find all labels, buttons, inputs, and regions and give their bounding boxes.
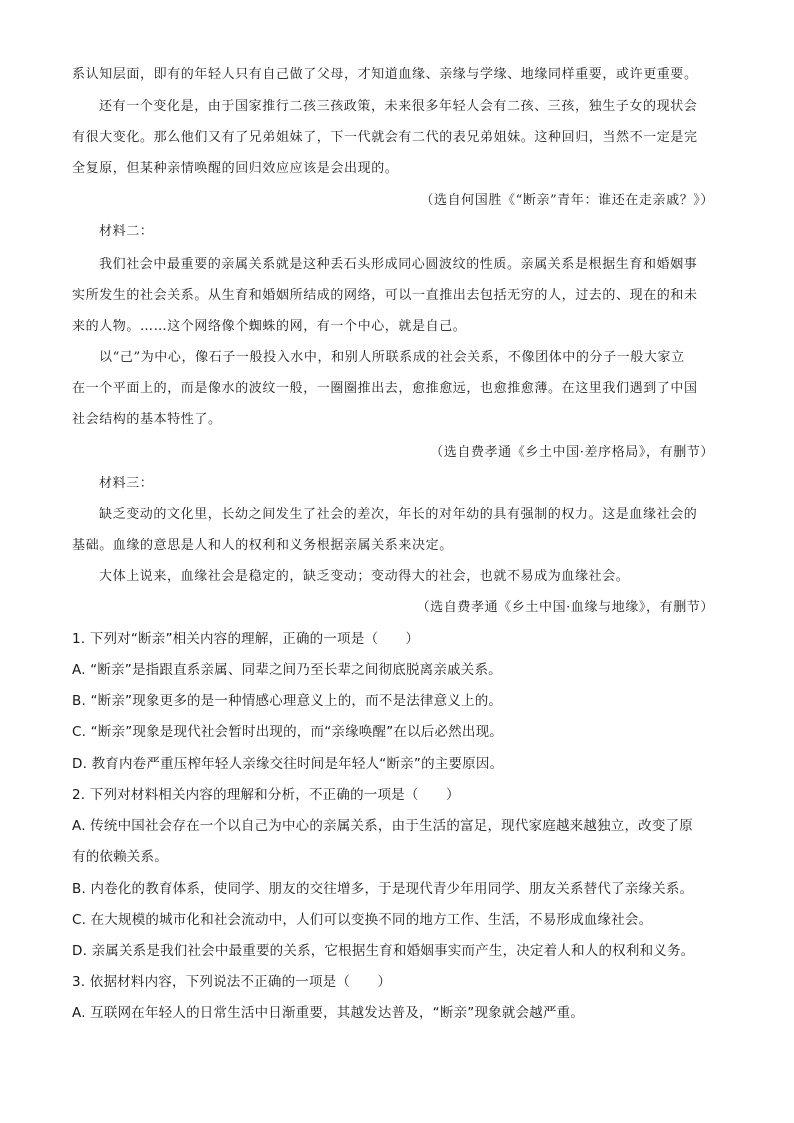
- material-label: 材料三：: [99, 476, 154, 491]
- passage-line: 在一个平面上的，而是像水的波纹一般，一圈圈推出去，愈推愈远，也愈推愈薄。在这里我们遇到了中国: [72, 381, 698, 396]
- source-citation: （选自何国胜《“断亲”青年：谁还在走亲戚？》）: [420, 193, 714, 208]
- question-option: A. “断亲”是指跟直系亲属、同辈之间乃至长辈之间彻底脱离亲戚关系。: [72, 662, 502, 678]
- question-option: B. “断亲”现象更多的是一种情感心理意义上的，而不是法律意义上的。: [72, 693, 503, 709]
- passage-line: 系认知层面，即有的年轻人只有自己做了父母，才知道血缘、亲缘与学缘、地缘同样重要，或许更重要。: [72, 67, 698, 82]
- passage-line: 社会结构的基本特性了。: [72, 412, 222, 427]
- passage-line: 缺乏变动的文化里，长幼之间发生了社会的差次，年长的对年幼的具有强制的权力。这是血缘社会的: [99, 507, 698, 522]
- passage-line: 全复原，但某种亲情唤醒的回归效应应该是会出现的。: [72, 161, 399, 176]
- question-stem: 1. 下列对“断亲”相关内容的理解，正确的一项是（ ）: [72, 631, 420, 647]
- question-option: 有的依赖关系。: [72, 849, 168, 865]
- passage-line: 有很大变化。那么他们又有了兄弟姐妹了，下一代就会有二代的表兄弟姐妹。这种回归，当然不一定是完: [72, 130, 698, 145]
- passage-line: 以“己”为中心，像石子一般投入水中，和别人所联系成的社会关系，不像团体中的分子一般大家立: [99, 350, 685, 365]
- passage-line: 我们社会中最重要的亲属关系就是这种丢石头形成同心圆波纹的性质。亲属关系是根据生育和婚姻事: [99, 257, 698, 272]
- passage-line: 实所发生的社会关系。从生育和婚姻所结成的网络，可以一直推出去包括无穷的人，过去的、现在的和未: [72, 288, 698, 303]
- material-label: 材料二：: [99, 224, 154, 239]
- passage-line: 大体上说来，血缘社会是稳定的，缺乏变动；变动得大的社会，也就不易成为血缘社会。: [99, 569, 630, 584]
- question-option: A. 互联网在年轻人的日常生活中日渐重要，其越发达普及，“断亲”现象就会越严重。: [72, 1005, 585, 1021]
- question-option: D. 亲属关系是我们社会中最重要的关系，它根据生育和婚姻事实而产生，决定着人和人的权利和义务。: [72, 943, 695, 959]
- source-citation: （选自费孝通《乡土中国·血缘与地缘》，有删节）: [416, 600, 714, 615]
- question-option: D. 教育内卷严重压榨年轻人亲缘交往时间是年轻人“断亲”的主要原因。: [72, 756, 504, 772]
- passage-line: 基础。血缘的意思是人和人的权利和义务根据亲属关系来决定。: [72, 538, 453, 553]
- question-option: A. 传统中国社会存在一个以自己为中心的亲属关系，由于生活的富足，现代家庭越来越独立，改变了原: [72, 818, 693, 834]
- question-stem: 2. 下列对材料相关内容的理解和分析，不正确的一项是（ ）: [72, 787, 460, 803]
- question-option: B. 内卷化的教育体系，使同学、朋友的交往增多，于是现代青少年用同学、朋友关系替代了亲缘关系。: [72, 881, 694, 897]
- question-option: C. “断亲”现象是现代社会暂时出现的，而“亲缘唤醒”在以后必然出现。: [72, 724, 503, 740]
- passage-line: 还有一个变化是，由于国家推行二孩三孩政策，未来很多年轻人会有二孩、三孩，独生子女的现状会: [99, 99, 698, 114]
- question-stem: 3. 依据材料内容，下列说法不正确的一项是（ ）: [72, 974, 392, 990]
- source-citation: （选自费孝通《乡土中国·差序格局》，有删节）: [430, 445, 714, 460]
- question-option: C. 在大规模的城市化和社会流动中，人们可以变换不同的地方工作、生活，不易形成血缘社会。: [72, 912, 653, 928]
- passage-line: 来的人物。……这个网络像个蜘蛛的网，有一个中心，就是自己。: [72, 319, 467, 334]
